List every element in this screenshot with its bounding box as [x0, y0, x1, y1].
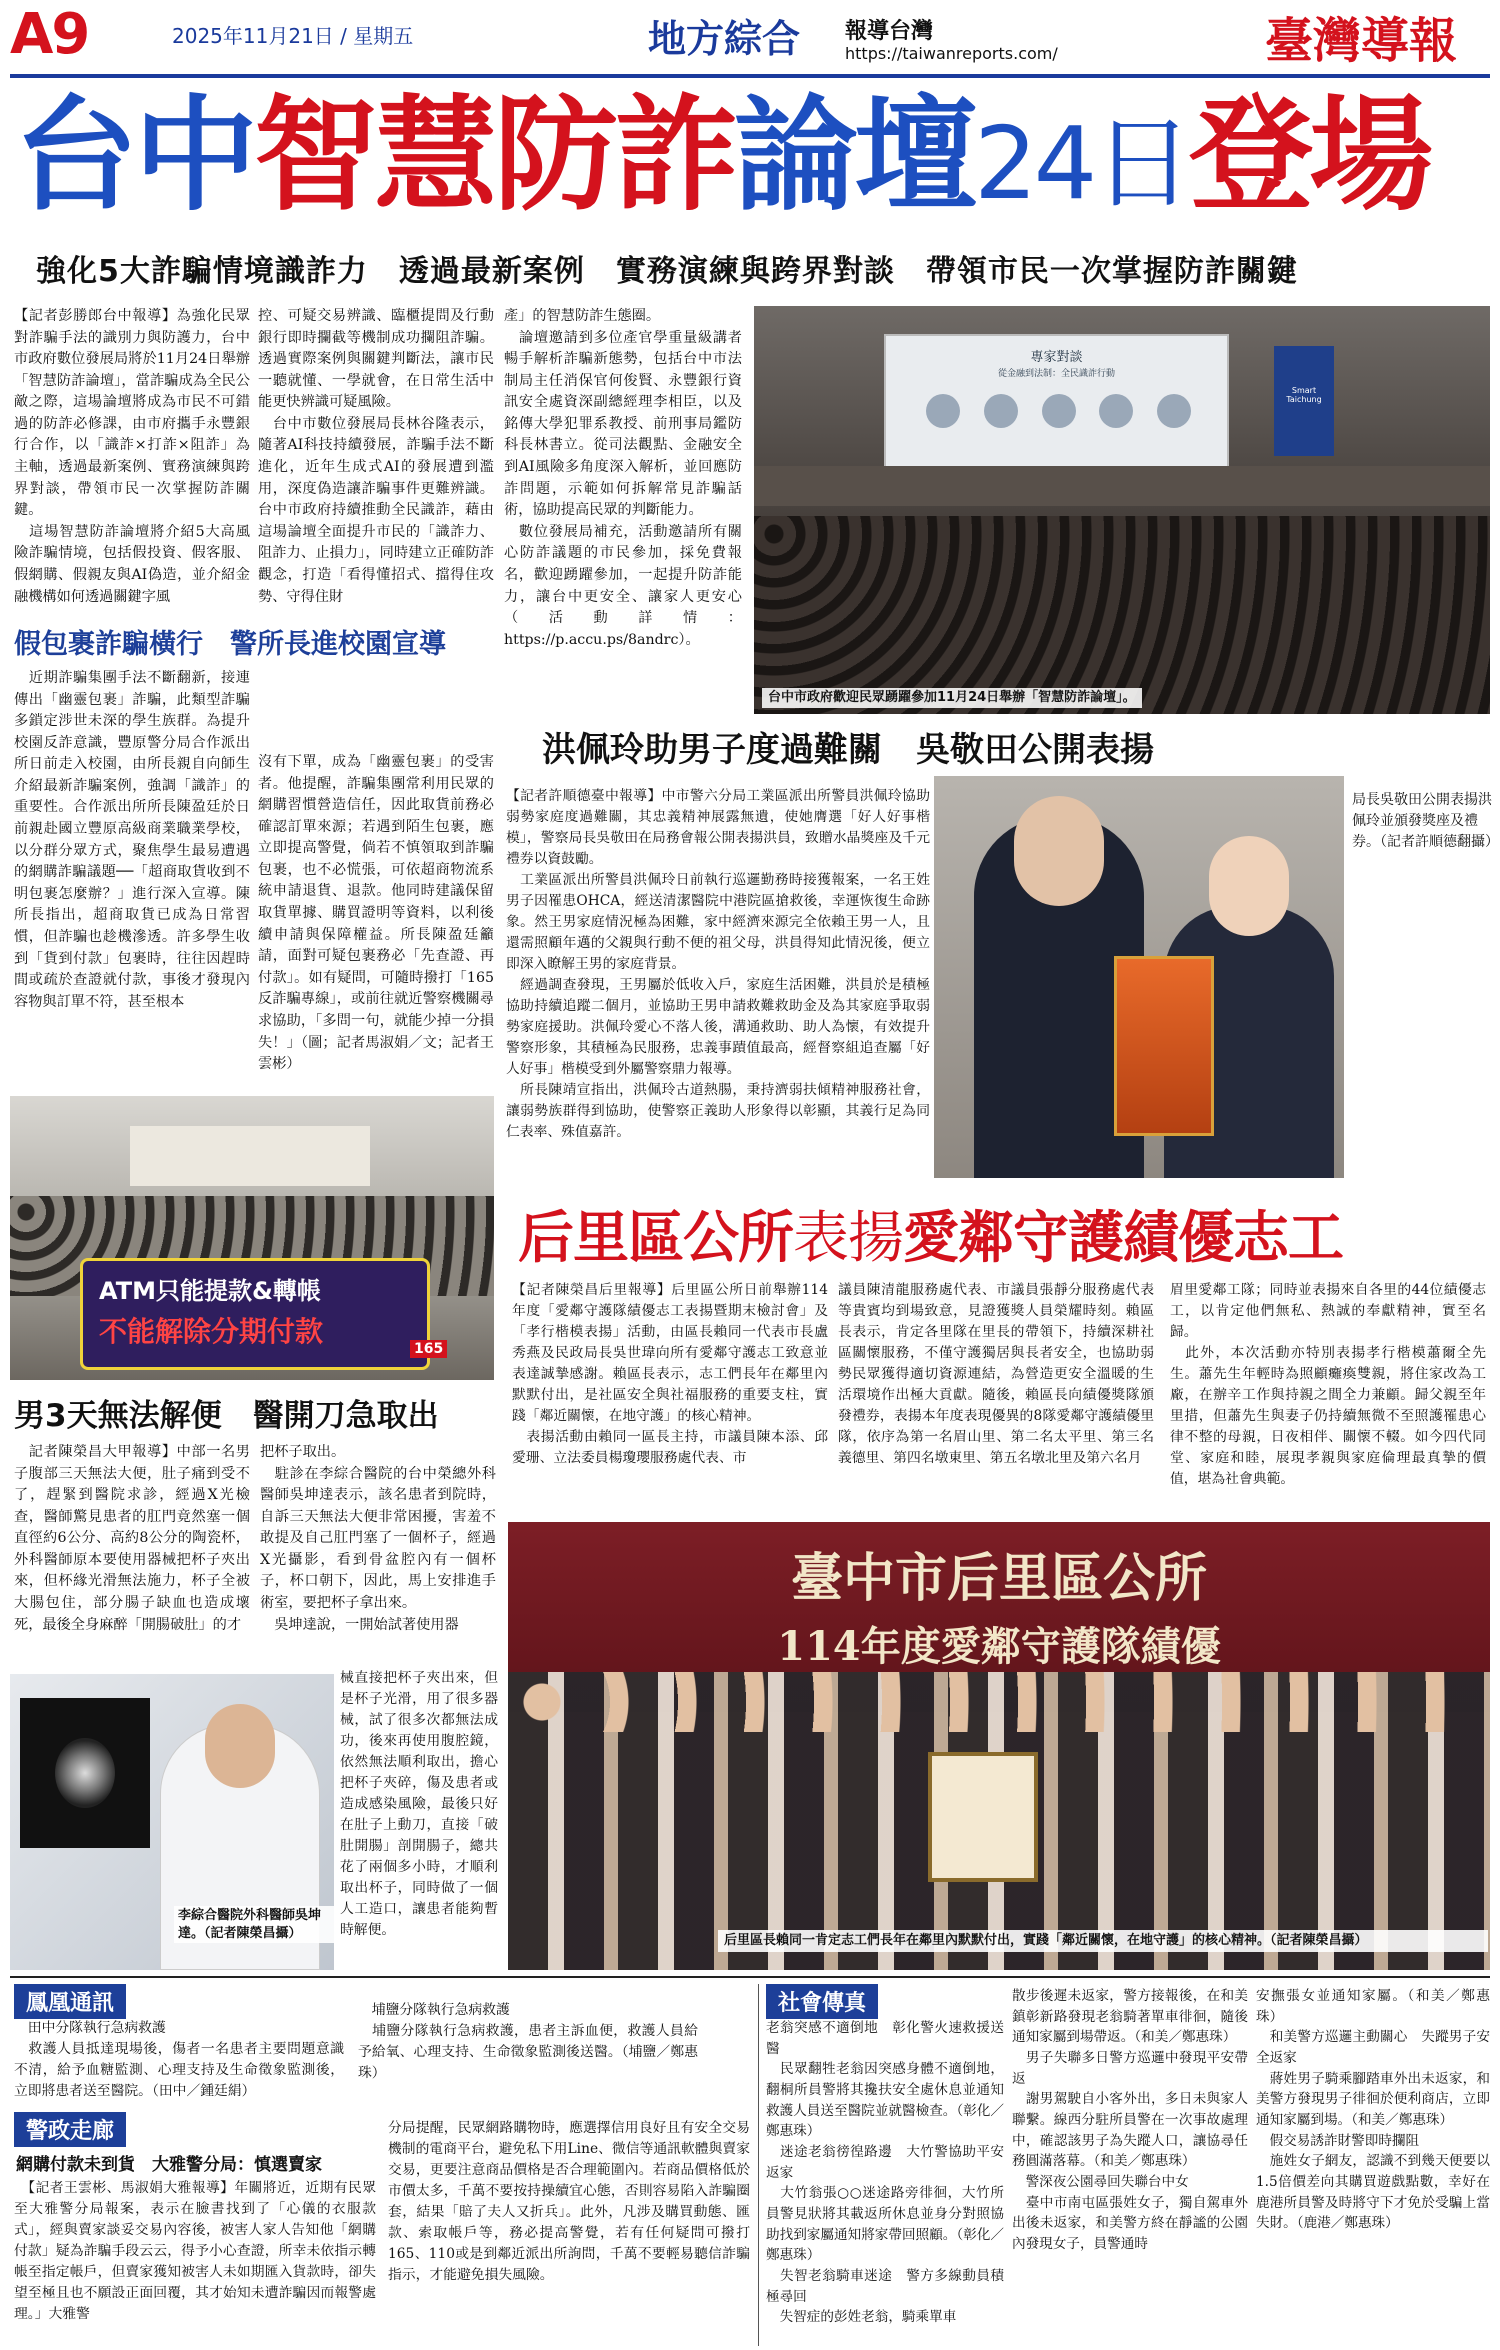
classroom-screen [130, 1126, 370, 1186]
screen-subtitle: 從金融到法制：全民識詐行動 [997, 369, 1115, 379]
award-photo-caption: 局長吳敬田公開表揚洪佩玲並頒發獎座及禮券。（記者許順德翻攝） [1352, 792, 1499, 850]
story4-headline-part3: 愛鄰守護績優志工 [903, 1206, 1343, 1271]
story4-col3: 眉里愛鄰工隊；同時並表揚來自各里的44位績優志工，以肯定他們無私、熱誠的奉獻精神，實至名歸。 此外，本次活動亦特別表揚孝行楷模蕭爾全先生。蕭先生年輕時為照顧癱瘓雙親，將住家改為工廠，在辦辛工作與持親之間全力兼顧。歸父親至年里措，但蕭先生與妻子仍持續無微不至照護罹患心律不整的母親，日夜相伴、關懷不輟。如今四代同堂、家庭和睦，展現孝親與家庭倫理最真摯的價值，堪為社會典範。 [1170, 1282, 1486, 1487]
xray-monitor [20, 1698, 150, 1848]
award-photo [934, 776, 1344, 1178]
officer-left-face [1014, 796, 1104, 906]
story3-headline: 洪佩玲助男子度過難關 吳敬田公開表揚 [542, 730, 1154, 770]
certificate [928, 1752, 1038, 1882]
police-headline: 網購付款未到貨 大雅警分局：慎選賣家 [16, 2155, 322, 2175]
backdrop-line1: 臺中市后里區公所 [790, 1548, 1207, 1609]
atm-photo [10, 1096, 494, 1380]
social-col3: 安撫張女並通知家屬。（和美／鄭惠珠） 和美警方巡邏主動關心 失蹤男子安全返家 蔣姓男子騎乘腳踏車外出未返家，和美警方發現男子徘徊於便利商店，立即通知家屬到場。（和美／鄭惠珠） 假交易誘詐財警即時攔阻 施姓女子網友，認識不到幾天便要以1.5倍價差向其購買遊戲點數，幸好在鹿港所員警及時將守下才免於受騙上當失財。（鹿港／鄭惠珠） [1256, 1988, 1490, 2232]
story5-headline: 男3天無法解便 醫開刀急取出 [14, 1398, 439, 1434]
newspaper-logo: 臺灣導報 [1265, 13, 1458, 69]
publisher-url[interactable]: https://taiwanreports.com/ [845, 44, 1058, 63]
stage-screen [884, 334, 1229, 484]
story1-col2: 控、可疑交易辨識、臨櫃提問及行動銀行即時攔截等機制成功攔阻詐騙。透過實際案例與關鍵判斷法，讓市民一聽就懂、一學就會，在日常生活中能更快辨識可疑風險。 台中市數位發展局長林谷隆表示，隨著AI科技持續發展，詐騙手法不斷進化，近年生成式AI的發展遭到濫用，深度偽造讓詐騙事件更難辨識。台中市政府持續推動全民識詐，藉由這場論壇全面提升市民的「識詐力、阻詐力、止損力」，同時建立正確防詐觀念，打造「看得懂招式、擋得住攻勢、守得住財 [258, 308, 494, 605]
screen-title: 專家對談 [1030, 350, 1083, 365]
backdrop-line2: 114年度愛鄰守護隊績優 [777, 1623, 1221, 1670]
main-subhead: 強化5大詐騙情境識詐力 透過最新案例 實務演練與跨界對談 帶領市民一次掌握防詐關鍵 [36, 254, 1298, 289]
main-headline [14, 76, 1494, 236]
phoenix-section-tag: 鳳凰通訊 [14, 1984, 126, 2019]
doctor-face [205, 1704, 275, 1788]
story2-col1: 近期詐騙集團手法不斷翻新，接連傳出「幽靈包裹」詐騙，此類型詐騙多鎖定涉世未深的學生族群。為提升校園反詐意識，豐原警分局合作派出所日前走入校園，由所長親自向師生介紹最新詐騙案例，強調「識詐」的重要性。合作派出所所長陳盈廷於日前親赴國立豐原高級商業職業學校，以分群分眾方式，聚焦學生最易遭遇的網購詐騙議題──「超商取貨收到不明包裹怎麼辦？」進行深入宣導。陳所長指出，超商取貨已成為日常習慣，但詐騙也趁機滲透。許多學生收到「貨到付款」包裹時，往往因趕時間或疏於查證就付款，事後才發現內容物與訂單不符，甚至根本 [14, 670, 250, 1010]
phoenix-col2: 埔鹽分隊執行急病救護 埔鹽分隊執行急病救護，患者主訴血便，救護人員給予給氧、心理支持、生命徵象監測後送醫。（埔鹽／鄭惠珠） [358, 2002, 698, 2081]
story4-headline [518, 1194, 1488, 1274]
story5-col2a: 把杯子取出。 駐診在李綜合醫院的台中榮總外科醫師吳坤達表示，該名患者到院時，自訴三天無法大便非常困擾，害羞不敢提及自己肛門塞了一個杯子，經過X光攝影，看到骨盆腔內有一個杯子，杯口朝下，因此，馬上安排進手術室，要把杯子拿出來。 吳坤達說，一開始試著使用器 [260, 1444, 496, 1633]
bottom-rule [10, 1976, 1490, 1978]
headline-part-4: 24日 [974, 105, 1190, 222]
story2-headline: 假包裹詐騙橫行 警所長進校園宣導 [14, 629, 446, 660]
forum-photo-caption: 台中市政府歡迎民眾踴躍參加11月24日舉辦「智慧防詐論壇」。 [762, 688, 1142, 708]
story2-col2: 沒有下單，成為「幽靈包裹」的受害者。他提醒，詐騙集團常利用民眾的網購習慣營造信任，因此取貨前務必確認訂單來源；若遇到陌生包裹，應立即提高警覺，倘若不慎領取到詐騙包裹，也不必慌張，可依超商物流系統申請退貨、退款。他同時建議保留取貨單據、購買證明等資料，以利後續申請與保障權益。所長陳盈廷籲請，面對可疑包裹務必「先查證、再付款」。如有疑問，可隨時撥打「165 反詐騙專線」，或前往就近警察機關尋求協助，「多問一句，就能少掉一分損失！」（圖；記者馬淑娟／文；記者王雲彬） [258, 754, 494, 1073]
phoenix-col1: 田中分隊執行急病救護 救護人員抵達現場後，傷者一名患者主要問題意識不清，給予血糖監測、心理支持及生命徵象監測後，立即將患者送至醫院。（田中／鍾廷絹） [14, 2020, 344, 2099]
volunteer-photo-caption: 后里區長賴同一肯定志工們長年在鄰里內默默付出，實踐「鄰近關懷，在地守護」的核心精神。（記者陳榮昌攝） [718, 1930, 1488, 1952]
story4-col1: 【記者陳榮昌后里報導】后里區公所日前舉辦114年度「愛鄰守護隊績優志工表揚暨期末檢討會」及「孝行楷模表揚」活動，由區長賴同一代表市長盧秀燕及民政局長吳世瑋向所有愛鄰守護志工致意並表達誠摯感謝。賴區長表示，志工們長年在鄰里內默默付出，是社區安全與社福服務的重要支柱，實踐「鄰近關懷，在地守護」的核心精神。 表揚活動由賴同一區長主持，市議員陳本添、邱愛珊、立法委員楊瓊瓔服務處代表、市 [512, 1282, 828, 1466]
social-col1: 老翁突感不適倒地 彰化警火速救援送醫 民眾翻牲老翁因突感身體不適倒地，翻桐所員警將其攙扶安全處休息並通知救護人員送至醫院並就醫檢查。（彰化／鄭惠珠） 迷途老翁徬徨路邊 大竹警協助平安返家 大竹翁張○○迷途路旁徘徊，大竹所員警見狀將其載返所休息並身分對照協助找到家屬通知將家帶回照顧。（彰化／鄭惠珠） 失智老翁騎車迷途 警方多線動員積極尋回 失智症的彭姓老翁，騎乘單車 [766, 2020, 1004, 2326]
publisher-name: 報導台灣 [845, 19, 934, 44]
officer-right-face [1209, 836, 1289, 936]
story1-col1: 【記者彭勝郎台中報導】為強化民眾對詐騙手法的識別力與防護力，台中市政府數位發展局將於11月24日舉辦「智慧防詐論壇」，當詐騙成為全民公敵之際，這場論壇將成為市民不可錯過的防詐必修課，由市府攜手永豐銀行合作，以「識詐×打詐×阻詐」為主軸，透過最新案例、實務演練與跨界對談，帶領市民一次掌握防詐關鍵。 這場智慧防詐論壇將介紹5大高風險詐騙情境，包括假投資、假客服、假網購、假親友與AI偽造，並介紹金融機構如何透過關鍵字風 [14, 308, 250, 605]
atm-165-tag: 165 [410, 1340, 447, 1358]
social-section-tag: 社會傳真 [766, 1984, 878, 2019]
side-banner-logo: Smart Taichung [1286, 386, 1322, 404]
police-col2: 分局提醒，民眾網路購物時，應選擇信用良好且有安全交易機制的電商平台，避免私下用Line、微信等通訊軟體與賣家交易，更要注意商品價格是否合理範圍內。若商品價格低於市價太多，千萬不要按持操續宜心態，否則容易陷入詐騙圈套，結果「賠了夫人又折兵」。此外，凡涉及購買動態、匯款、索取帳戶等，務必提高警覺，若有任何疑問可撥打165、110或是到鄰近派出所詢問，千萬不要輕易聽信詐騙指示，才能避免損失風險。 [388, 2120, 750, 2283]
volunteer-photo [508, 1522, 1490, 1970]
stage-side-banner [1274, 346, 1334, 456]
story4-headline-part2: 表揚 [793, 1206, 903, 1271]
story3-text: 【記者許順德臺中報導】中市警六分局工業區派出所警員洪佩玲協助弱勢家庭度過難關，其忠義精神展露無遺，使她膺選「好人好事楷模」，警察局長吳敬田在局務會報公開表揚洪員，致贈水晶獎座及千元禮券以資鼓勵。 工業區派出所警員洪佩玲日前執行巡邏勤務時接獲報案，一名王姓男子因罹患OHCA，經送清潔醫院中港院區搶救後，幸運恢復生命跡象。然王男家庭情況極為困難，家中經濟來源完全依賴王男一人，且還需照顧年邁的父親與行動不便的祖父母，洪員得知此情況後，便立即深入瞭解王男的家庭背景。 經過調查發現，王男屬於低收入戶，家庭生活困難，洪員於是積極協助持續追蹤二個月，並協助王男申請救難救助金及為其家庭爭取弱勢家庭援助。洪佩玲愛心不落人後，溝通救助、助人為懷，有效提升警察形象，其積極為民服務，忠義事蹟值最高，經督察組追查屬「好人好事」楷模受到外屬警察鼎力報導。 所長陳靖宣指出，洪佩玲古道熱腸，秉持濟弱扶傾精神服務社會，讓弱勢族群得到協助，使警察正義助人形象得以彰顯，其義行足為同仁表率、殊值嘉許。 [506, 788, 930, 1140]
section-name: 地方綜合 [648, 17, 801, 61]
story5-col1: 記者陳榮昌大甲報導】中部一名男子腹部三天無法大便，肚子痛到受不了，趕緊到醫院求診，經過X光檢查，醫師驚見患者的肛門竟然塞一個直徑約6公分、高約8公分的陶瓷杯，外科醫師原本要使用器械把杯子夾出來，但杯緣光滑無法施力，杯子全被大腸包住，部分腸子缺血也造成壞死，最後全身麻醉「開腸破肚」的才 [14, 1444, 250, 1633]
story5-col2b: 械直接把杯子夾出來，但是杯子光滑，用了很多器械，試了很多次都無法成功，後來再使用腹腔鏡，依然無法順利取出，擔心把杯子夾碎，傷及患者或造成感染風險，最後只好在肚子上動刀，直接「破肚開腸」剖開腸子，總共花了兩個多小時，才順利取出杯子，同時做了一個人工造口，讓患者能夠暫時解便。 [340, 1670, 498, 1938]
headline-part-3: 論壇 [734, 84, 975, 228]
column-divider [758, 1984, 759, 2346]
award-plaque [1114, 956, 1214, 1136]
volunteer-heads [508, 1672, 1490, 1732]
atm-banner [80, 1258, 430, 1370]
audience [754, 516, 1490, 714]
page-number: A9 [10, 2, 89, 67]
headline-part-5: 登場 [1189, 84, 1430, 228]
social-col2: 散步後遲未返家，警方接報後，在和美鎮彰新路發現老翁騎著單車徘徊，隨後通知家屬到場帶返。（和美／鄭惠珠） 男子失聯多日警方巡邏中發現平安帶返 謝男駕駛自小客外出，多日未與家人聯繫。線西分駐所員警在一次事故處理中，確認該男子為失蹤人口，讓協尋任務圓滿落幕。（和美／鄭惠珠） 警深夜公園尋回失聯台中女 臺中市南屯區張姓女子，獨自駕車外出後未返家，和美警方終在靜謐的公園內發現女子，員警通時 [1012, 1988, 1248, 2252]
story4-headline-part1: 后里區公所 [518, 1206, 793, 1271]
forum-photo [754, 306, 1490, 714]
atm-banner-line1: ATM只能提款&轉帳 [99, 1277, 321, 1305]
headline-part-1: 台中 [14, 84, 255, 228]
doctor-photo [10, 1674, 334, 1970]
masthead [0, 0, 1500, 80]
police-col1: 【記者王雲彬、馬淑娟大雅報導】年關將近，近期有民眾至大雅警分局報案，表示在臉書找到了「心儀的衣服款式」，經與賣家談妥交易內容後，被害人家人告知他「網購付款」疑為詐騙手段云云，得予小心查證，所幸未依指示轉帳至指定帳戶，但賣家獲知被害人未如期匯入貨款時，卻失望至極且也不願設正面回覆，其才始知未遭詐騙因而報警處理。」大雅警 [14, 2180, 376, 2322]
story1-col3: 產」的智慧防詐生態圈。 論壇邀請到多位產官學重量級講者暢手解析詐騙新態勢，包括台中市法制局主任消保官何俊賢、永豐銀行資訊安全處資深副總經理李相臣，以及銘傳大學犯罪系教授、前刑事局鑑防科長林書立。從司法觀點、金融安全到AI風險多角度深入解析，並回應防詐問題，示範如何拆解常見詐騙話術，協助提高民眾的判斷能力。 數位發展局補充，活動邀請所有關心防詐議題的市民參加，採免費報名，歡迎踴躍參加，一起提升防詐能力，讓台中更安全、讓家人更安心（活動詳情：https://p.accu.ps/8andrc）。 [504, 308, 742, 648]
issue-date: 2025年11月21日 / 星期五 [172, 24, 414, 48]
stage-panel [754, 466, 1490, 506]
police-section-tag: 警政走廊 [14, 2112, 126, 2147]
atm-banner-line2: 不能解除分期付款 [99, 1315, 324, 1348]
story4-col2: 議員陳清龍服務處代表、市議員張靜分服務處代表等貴賓均到場致意，見證獲獎人員榮耀時刻。賴區長表示，肯定各里隊在里長的帶領下，持續深耕社區關懷服務，不僅守護獨居與長者安全，也協助弱勢民眾獲得適切資源連結，為營造更安全溫暖的生活環境作出極大貢獻。隨後，賴區長向績優獎隊頒發禮券，表揚本年度表現優異的8隊愛鄰守護績優里隊，依序為第一名眉山里、第二名太平里、第三名義德里、第四名墩東里、第五名墩北里及第六名月 [838, 1282, 1154, 1466]
headline-part-2: 智慧防詐 [254, 84, 735, 228]
doctor-photo-caption: 李綜合醫院外科醫師吳坤達。（記者陳榮昌攝） [174, 1906, 334, 1943]
screen-panelists [926, 394, 1191, 454]
